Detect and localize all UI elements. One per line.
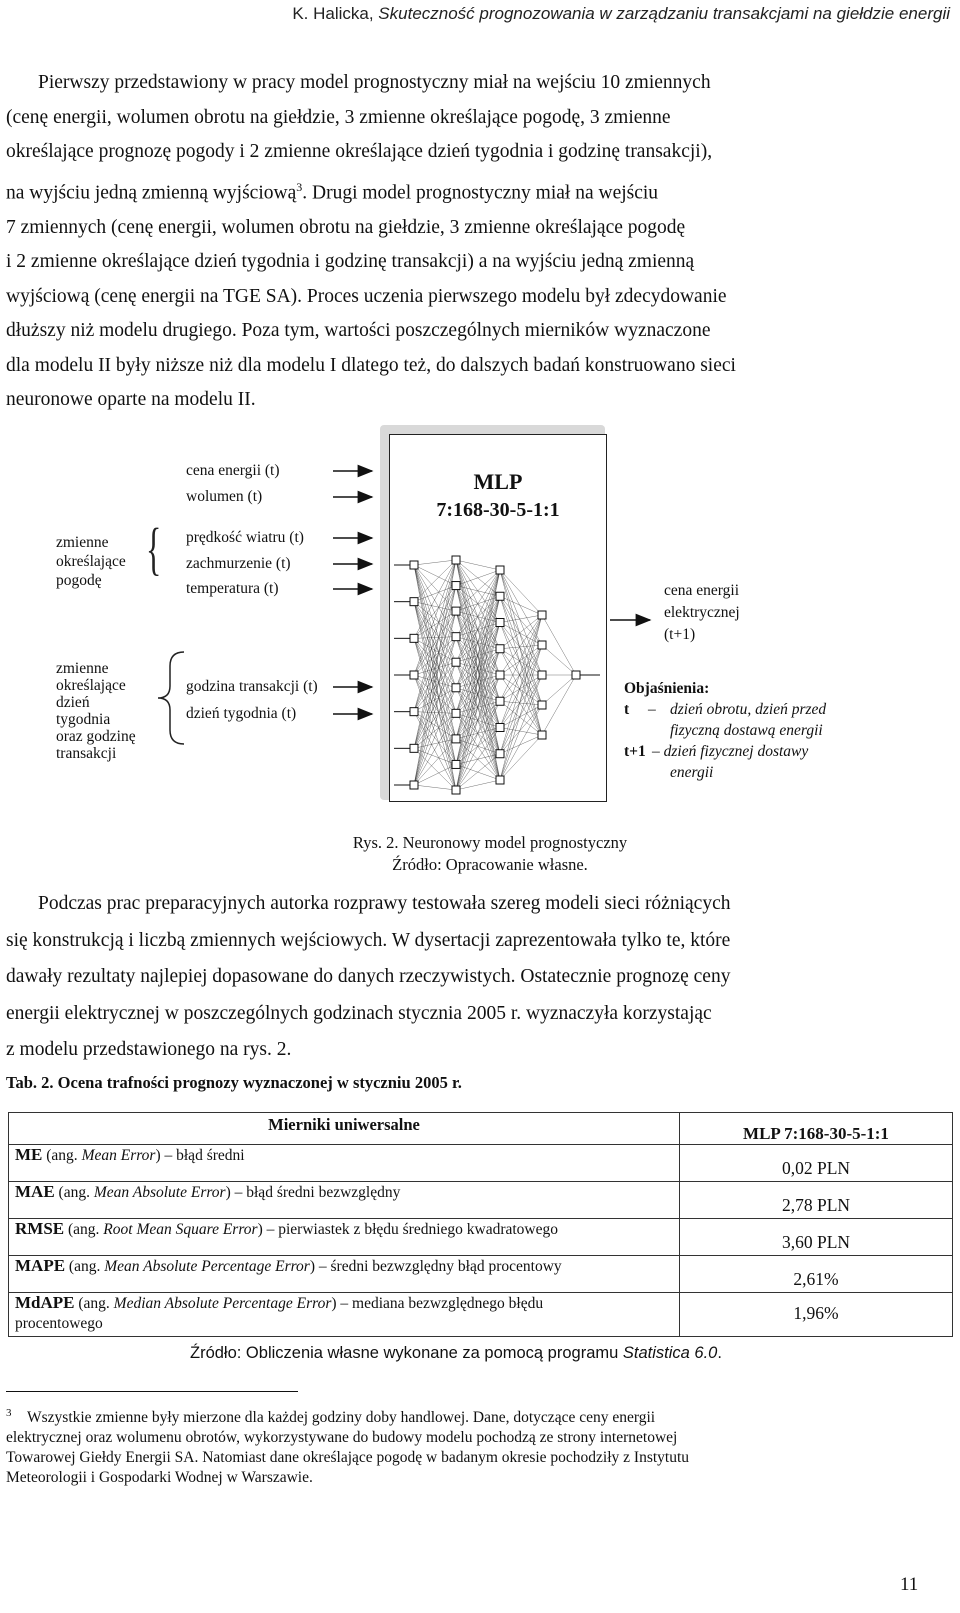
neuron-layer-4 bbox=[538, 611, 546, 619]
neuron-layer-3 bbox=[496, 724, 504, 732]
neuron-layer-5 bbox=[572, 671, 580, 679]
page-number: 11 bbox=[900, 1574, 919, 1595]
value-cell: 2,61% bbox=[680, 1256, 953, 1293]
intro-line-2: (cenę energii, wolumen obrotu na giełdzie, 3 zmienne określające pogodę, 3 zmienne bbox=[6, 106, 671, 128]
figure-caption: Rys. 2. Neuronowy model prognostyczny bbox=[352, 833, 628, 852]
neuron-layer-3 bbox=[496, 619, 504, 627]
neuron-layer-1 bbox=[410, 634, 418, 642]
neuron-layer-1 bbox=[410, 671, 418, 679]
table-source: Źródło: Obliczenia własne wykonane za pomocą programu Statistica 6.0. bbox=[190, 1344, 722, 1362]
neuron-layer-1 bbox=[410, 598, 418, 606]
footnote-ref: 3 bbox=[296, 179, 303, 194]
intro-line-10: neuronowe oparte na modelu II. bbox=[6, 389, 256, 410]
neuron-layer-1 bbox=[410, 708, 418, 716]
neuron-layer-3 bbox=[496, 750, 504, 758]
value-cell: 0,02 PLN bbox=[680, 1145, 953, 1182]
neuron-layer-1 bbox=[410, 561, 418, 569]
neuron-layer-3 bbox=[496, 776, 504, 784]
network-diagram bbox=[390, 555, 606, 805]
neuron-layer-3 bbox=[496, 697, 504, 705]
table-row: MAE (ang. Mean Absolute Error) – błąd średni bezwzględny 2,78 PLN bbox=[9, 1182, 953, 1219]
weather-brace: { bbox=[146, 516, 162, 581]
intro-line-6: i 2 zmienne określające dzień tygodnia i godzinę transakcji) a na wyjściu jedną zmienną bbox=[6, 251, 695, 272]
table-row: MdAPE (ang. Median Absolute Percentage Error) – mediana bezwzględnego błędu procentowego 1,96% bbox=[9, 1293, 953, 1337]
neuron-layer-2 bbox=[452, 709, 460, 717]
neuron-layer-2 bbox=[452, 786, 460, 794]
footnote-number: 3 bbox=[6, 1407, 12, 1419]
neuron-layer-2 bbox=[452, 658, 460, 666]
value-cell: 1,96% bbox=[680, 1293, 953, 1337]
header-author: K. Halicka, bbox=[292, 4, 379, 23]
legend-t1-row: t+1 – dzień fizycznej dostawy bbox=[624, 743, 809, 760]
figure-source: Źródło: Opracowanie własne. bbox=[392, 855, 588, 874]
table-head-right: MLP 7:168-30-5-1:1 bbox=[680, 1113, 953, 1145]
neuron-layer-1 bbox=[410, 744, 418, 752]
legend-title: Objaśnienia: bbox=[624, 680, 710, 697]
input-price: cena energii (t) bbox=[186, 462, 280, 479]
intro-line-8: dłuższy niż modelu drugiego. Poza tym, wartości poszczególnych mierników wyznaczone bbox=[6, 320, 711, 341]
input-weekday: dzień tygodnia (t) bbox=[186, 705, 297, 722]
neuron-layer-3 bbox=[496, 592, 504, 600]
table-row: ME (ang. Mean Error) – błąd średni 0,02 PLN bbox=[9, 1145, 953, 1182]
neuron-layer-2 bbox=[452, 684, 460, 692]
input-hour: godzina transakcji (t) bbox=[186, 678, 318, 695]
output-label: cena energii elektrycznej (t+1) bbox=[664, 582, 740, 643]
neuron-layer-4 bbox=[538, 641, 546, 649]
intro-line-7: wyjściową (cenę energii na TGE SA). Proces uczenia pierwszego modelu był zdecydowanie bbox=[6, 285, 727, 307]
neuron-layer-2 bbox=[452, 760, 460, 768]
value-cell: 2,78 PLN bbox=[680, 1182, 953, 1219]
network-connections bbox=[414, 560, 576, 790]
footnote-divider bbox=[6, 1391, 298, 1392]
input-volume: wolumen (t) bbox=[186, 488, 263, 505]
legend-t1-desc-2: energii bbox=[670, 764, 714, 781]
neuron-layer-3 bbox=[496, 566, 504, 574]
input-clouds: zachmurzenie (t) bbox=[186, 555, 291, 572]
weather-group-label: zmienne określające pogodę bbox=[56, 534, 126, 589]
intro-line-5: 7 zmiennych (cenę energii, wolumen obrotu na giełdzie, 3 zmienne określające pogodę bbox=[6, 216, 686, 238]
p2-line-2: się konstrukcją i liczbą zmiennych wejściowych. W dysertacji zaprezentowała tylko te, które bbox=[6, 929, 731, 951]
neuron-layer-4 bbox=[538, 701, 546, 709]
neuron-layer-2 bbox=[452, 582, 460, 590]
p2-line-5: z modelu przedstawionego na rys. 2. bbox=[6, 1039, 292, 1060]
neuron-layer-2 bbox=[452, 735, 460, 743]
table-head-left: Mierniki uniwersalne bbox=[9, 1113, 680, 1145]
neuron-layer-3 bbox=[496, 671, 504, 679]
mlp-title: MLP bbox=[473, 469, 523, 494]
intro-line-9: dla modelu II były niższe niż dla modelu I dlatego też, do dalszych badań konstruowano sieci bbox=[6, 354, 736, 376]
time-group-label: zmienne określające dzień tygodnia oraz godzinę transakcji bbox=[56, 660, 136, 762]
intro-line-4: na wyjściu jedną zmienną wyjściową$^3$. Drugi model prognostyczny miał na wejściu bbox=[6, 179, 659, 203]
neuron-layer-4 bbox=[538, 731, 546, 739]
legend-t-desc-2: fizyczną dostawą energii bbox=[670, 722, 823, 739]
neuron-layer-1 bbox=[410, 781, 418, 789]
mlp-box bbox=[389, 434, 607, 802]
table-row: RMSE (ang. Root Mean Square Error) – pierwiastek z błędu średniego kwadratowego 3,60 PLN bbox=[9, 1219, 953, 1256]
p2-line-3: dawały rezultaty najlepiej dopasowane do danych rzeczywistych. Ostatecznie prognozę ceny bbox=[6, 966, 731, 987]
legend-t-row: t – dzień obrotu, dzień przed bbox=[624, 701, 827, 718]
neuron-layer-4 bbox=[538, 671, 546, 679]
p2-line-4: energii elektrycznej w poszczególnych godzinach stycznia 2005 r. wyznaczyła korzystając bbox=[6, 1002, 712, 1024]
neuron-layer-2 bbox=[452, 556, 460, 564]
neuron-layer-2 bbox=[452, 607, 460, 615]
header-title: Skuteczność prognozowania w zarządzaniu transakcjami na giełdzie energii bbox=[378, 4, 950, 23]
table-caption: Tab. 2. Ocena trafności prognozy wyznaczonej w styczniu 2005 r. bbox=[6, 1073, 462, 1092]
legend bbox=[624, 678, 826, 783]
input-wind: prędkość wiatru (t) bbox=[186, 529, 304, 546]
neuron-layer-2 bbox=[452, 633, 460, 641]
p2-line-1: Podczas prac preparacyjnych autorka rozprawy testowała szereg modeli sieci różniących bbox=[38, 893, 731, 914]
footnote: $^3$ Wszystkie zmienne były mierzone dla każdej godziny doby handlowej. Dane, dotyczące ceny energii elektrycznej oraz wolumenu obrotów, wykorzystywane do budowy modelu pochodzą ze strony internetowej Towarowej Giełdy Energii SA. Natomiast dane określające pogodę w badanym okresie pochodziły z Instytutu Meteorologii i Gospodarki Wodnej w Warszawie. bbox=[6, 1407, 690, 1487]
metrics-table bbox=[8, 1112, 953, 1337]
intro-line-1: Pierwszy przedstawiony w pracy model prognostyczny miał na wejściu 10 zmiennych bbox=[38, 72, 711, 93]
mlp-architecture: 7:168-30-5-1:1 bbox=[436, 499, 560, 521]
input-temperature: temperatura (t) bbox=[186, 580, 279, 597]
neuron-layer-3 bbox=[496, 645, 504, 653]
table-row: MAPE (ang. Mean Absolute Percentage Error) – średni bezwzględny błąd procentowy 2,61% bbox=[9, 1256, 953, 1293]
value-cell: 3,60 PLN bbox=[680, 1219, 953, 1256]
paragraph-2 bbox=[6, 886, 950, 1069]
intro-line-3: określające prognozę pogody i 2 zmienne określające dzień tygodnia i godzinę transakcji), bbox=[6, 141, 713, 162]
